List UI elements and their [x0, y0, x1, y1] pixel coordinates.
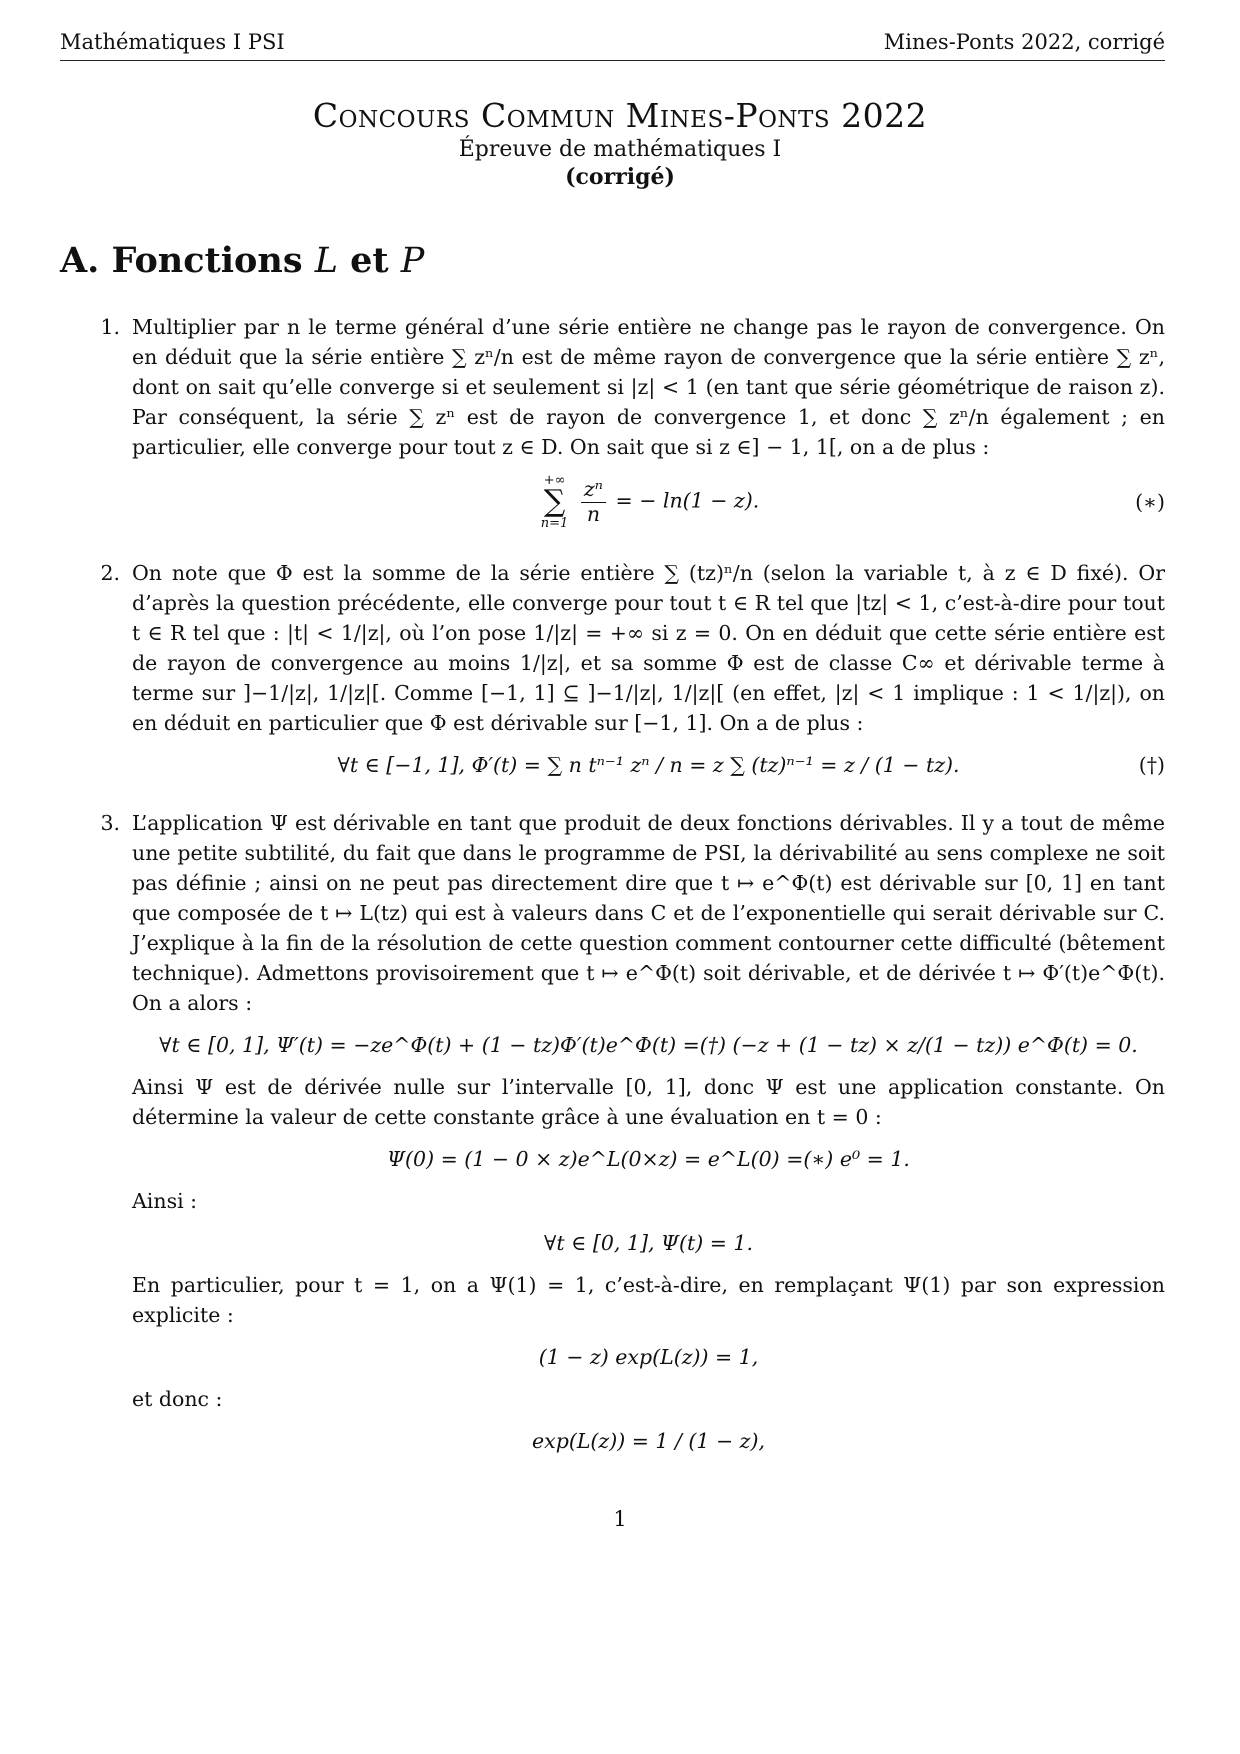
document-title: Concours Commun Mines-Ponts 2022: [312, 96, 928, 135]
equation-tag: (∗): [1135, 490, 1165, 514]
question-number: 1.: [100, 315, 120, 339]
section-heading: A. Fonctions L et P: [60, 240, 425, 281]
page-number: 1: [613, 1507, 627, 1531]
equation: (1 − z) exp(L(z)) = 1,: [538, 1345, 759, 1369]
paragraph: L’application Ψ est dérivable en tant que produit de deux fonctions dérivables. Il y a tout de même une petite subtilité, du fait que dans le programme de PSI, la dérivabilité au sens complexe ne soit pas définie ; ainsi on ne peut pas directement dire que t ↦ e^Φ(t) est dérivable sur [0, 1] en tant que composée de t ↦ L(tz) qui est à valeurs dans C et de l’exponentielle qui serait dérivable sur C. J’explique à la fin de la résolution de cette question comment contourner cette difficulté (bêtement technique). Admettons provisoirement que t ↦ e^Φ(t) soit dérivable, et de dérivée t ↦ Φ′(t)e^Φ(t). On a alors :: [132, 811, 1165, 1015]
paragraph: On note que Φ est la somme de la série entière ∑ (tz)ⁿ/n (selon la variable t, à z ∈ D fixé). Or d’après la question précédente, elle converge pour tout t ∈ R tel que |tz| < 1, c’est-à-dire pour tout t ∈ R tel que : |t| < 1/|z|, où l’on pose 1/|z| = +∞ si z = 0. On en déduit que cette série entière est de rayon de convergence au moins 1/|z|, et sa somme Φ est de classe C∞ et dérivable terme à terme sur ]−1/|z|, 1/|z|[. Comme [−1, 1] ⊆ ]−1/|z|, 1/|z|[ (en effet, |z| < 1 implique : 1 < 1/|z|), on en déduit en particulier que Φ est dérivable sur [−1, 1]. On a de plus :: [132, 561, 1165, 735]
question-3: [60, 808, 1165, 1468]
paragraph: Ainsi :: [132, 1189, 198, 1213]
page-body: [60, 312, 1165, 1468]
running-header: [60, 30, 1165, 61]
paragraph: En particulier, pour t = 1, on a Ψ(1) = 1, c’est-à-dire, en remplaçant Ψ(1) par son expression explicite :: [132, 1273, 1165, 1327]
header-left: Mathématiques I PSI: [60, 30, 285, 54]
document-note: (corrigé): [565, 164, 675, 190]
paragraph: et donc :: [132, 1387, 223, 1411]
document-title-block: [0, 96, 1240, 190]
paragraph: Ainsi Ψ est de dérivée nulle sur l’intervalle [0, 1], donc Ψ est une application constante. On détermine la valeur de cette constante grâce à une évaluation en t = 0 :: [132, 1075, 1165, 1129]
question-1: [60, 312, 1165, 542]
equation-tag: (†): [1138, 753, 1165, 777]
equation: exp(L(z)) = 1 / (1 − z),: [532, 1429, 765, 1453]
equation: Ψ(0) = (1 − 0 × z)e^L(0×z) = e^L(0) =(∗) e⁰ = 1.: [387, 1147, 910, 1171]
equation: ∀t ∈ [0, 1], Ψ(t) = 1.: [544, 1231, 753, 1255]
question-number: 3.: [100, 811, 120, 835]
equation-star: +∞ ∑ n=1 $\frac{\text{zⁿ}}{n}$ = − ln(1 − z). (∗): [540, 473, 1165, 531]
header-right: Mines-Ponts 2022, corrigé: [883, 30, 1165, 54]
equation-dagger: ∀t ∈ [−1, 1], Φ′(t) = ∑ n tⁿ⁻¹ zⁿ / n = z ∑ (tz)ⁿ⁻¹ = z / (1 − tz). (†): [132, 750, 1165, 780]
question-2: [60, 558, 1165, 792]
equation: ∀t ∈ [0, 1], Ψ′(t) = −ze^Φ(t) + (1 − tz)Φ′(t)e^Φ(t) =(†) (−z + (1 − tz) × z/(1 − tz)) e^Φ(t) = 0.: [159, 1033, 1138, 1057]
question-number: 2.: [100, 561, 120, 585]
paragraph: Multiplier par n le terme général d’une série entière ne change pas le rayon de convergence. On en déduit que la série entière ∑ zⁿ/n est de même rayon de convergence que la série entière ∑ zⁿ, dont on sait qu’elle converge si et seulement si |z| < 1 (en tant que série géométrique de raison z). Par conséquent, la série ∑ zⁿ est de rayon de convergence 1, et donc ∑ zⁿ/n également ; en particulier, elle converge pour tout z ∈ D. On sait que si z ∈] − 1, 1[, on a de plus :: [132, 315, 1165, 459]
document-subtitle: Épreuve de mathématiques I: [458, 137, 782, 162]
